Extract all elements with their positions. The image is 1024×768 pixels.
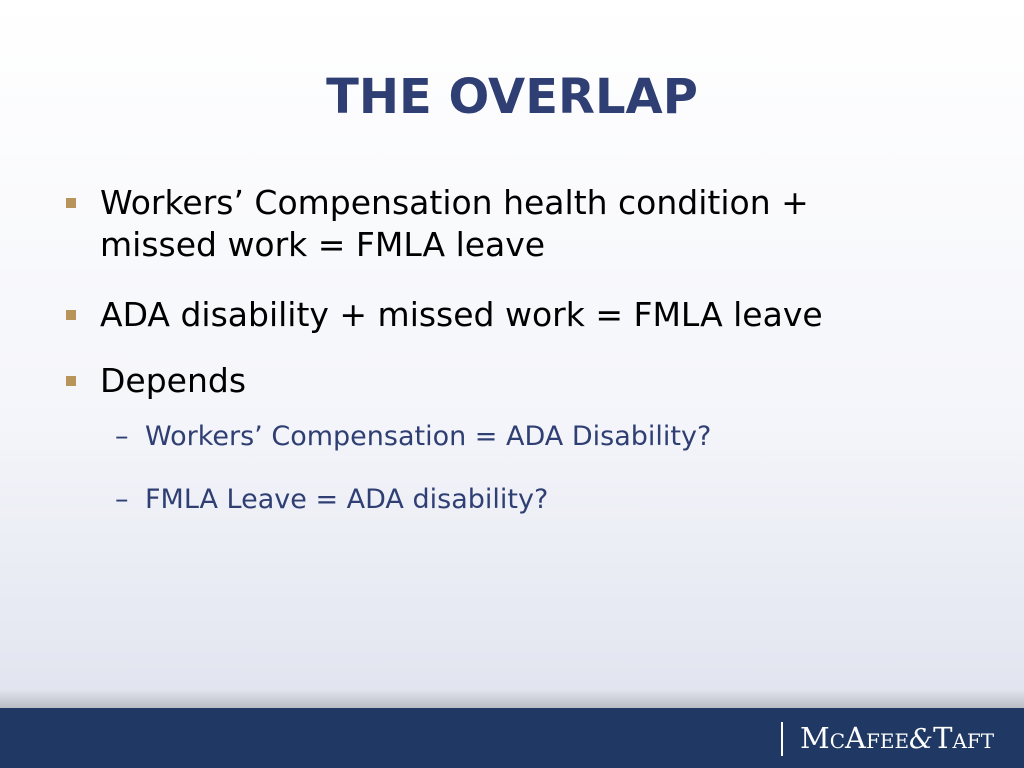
bullet-text: ADA disability + missed work = FMLA leave [100,295,823,334]
sub-bullet-item [64,420,944,454]
bullet-item [64,294,944,336]
footer-shadow [0,690,1024,710]
sub-bullet-item [64,483,944,517]
bullet-square-icon [66,310,76,320]
sub-bullet-text: Workers’ Compensation = ADA Disability? [145,421,712,452]
dash-icon: – [115,484,129,515]
bullet-text-line: Workers’ Compensation health condition + [100,183,809,222]
bullet-square-icon [66,376,76,386]
logo-divider [781,722,783,756]
sub-bullet-text: FMLA Leave = ADA disability? [145,484,549,515]
company-logo: MCAFEE&TAFT [800,721,995,755]
slide-title: THE OVERLAP [326,69,698,125]
bullet-square-icon [66,198,76,208]
bullet-item [64,360,944,402]
bullet-text: Depends [100,361,247,400]
dash-icon: – [115,421,129,452]
bullet-list [64,182,944,517]
bullet-item [64,182,944,266]
bullet-text-line: missed work = FMLA leave [100,225,546,264]
